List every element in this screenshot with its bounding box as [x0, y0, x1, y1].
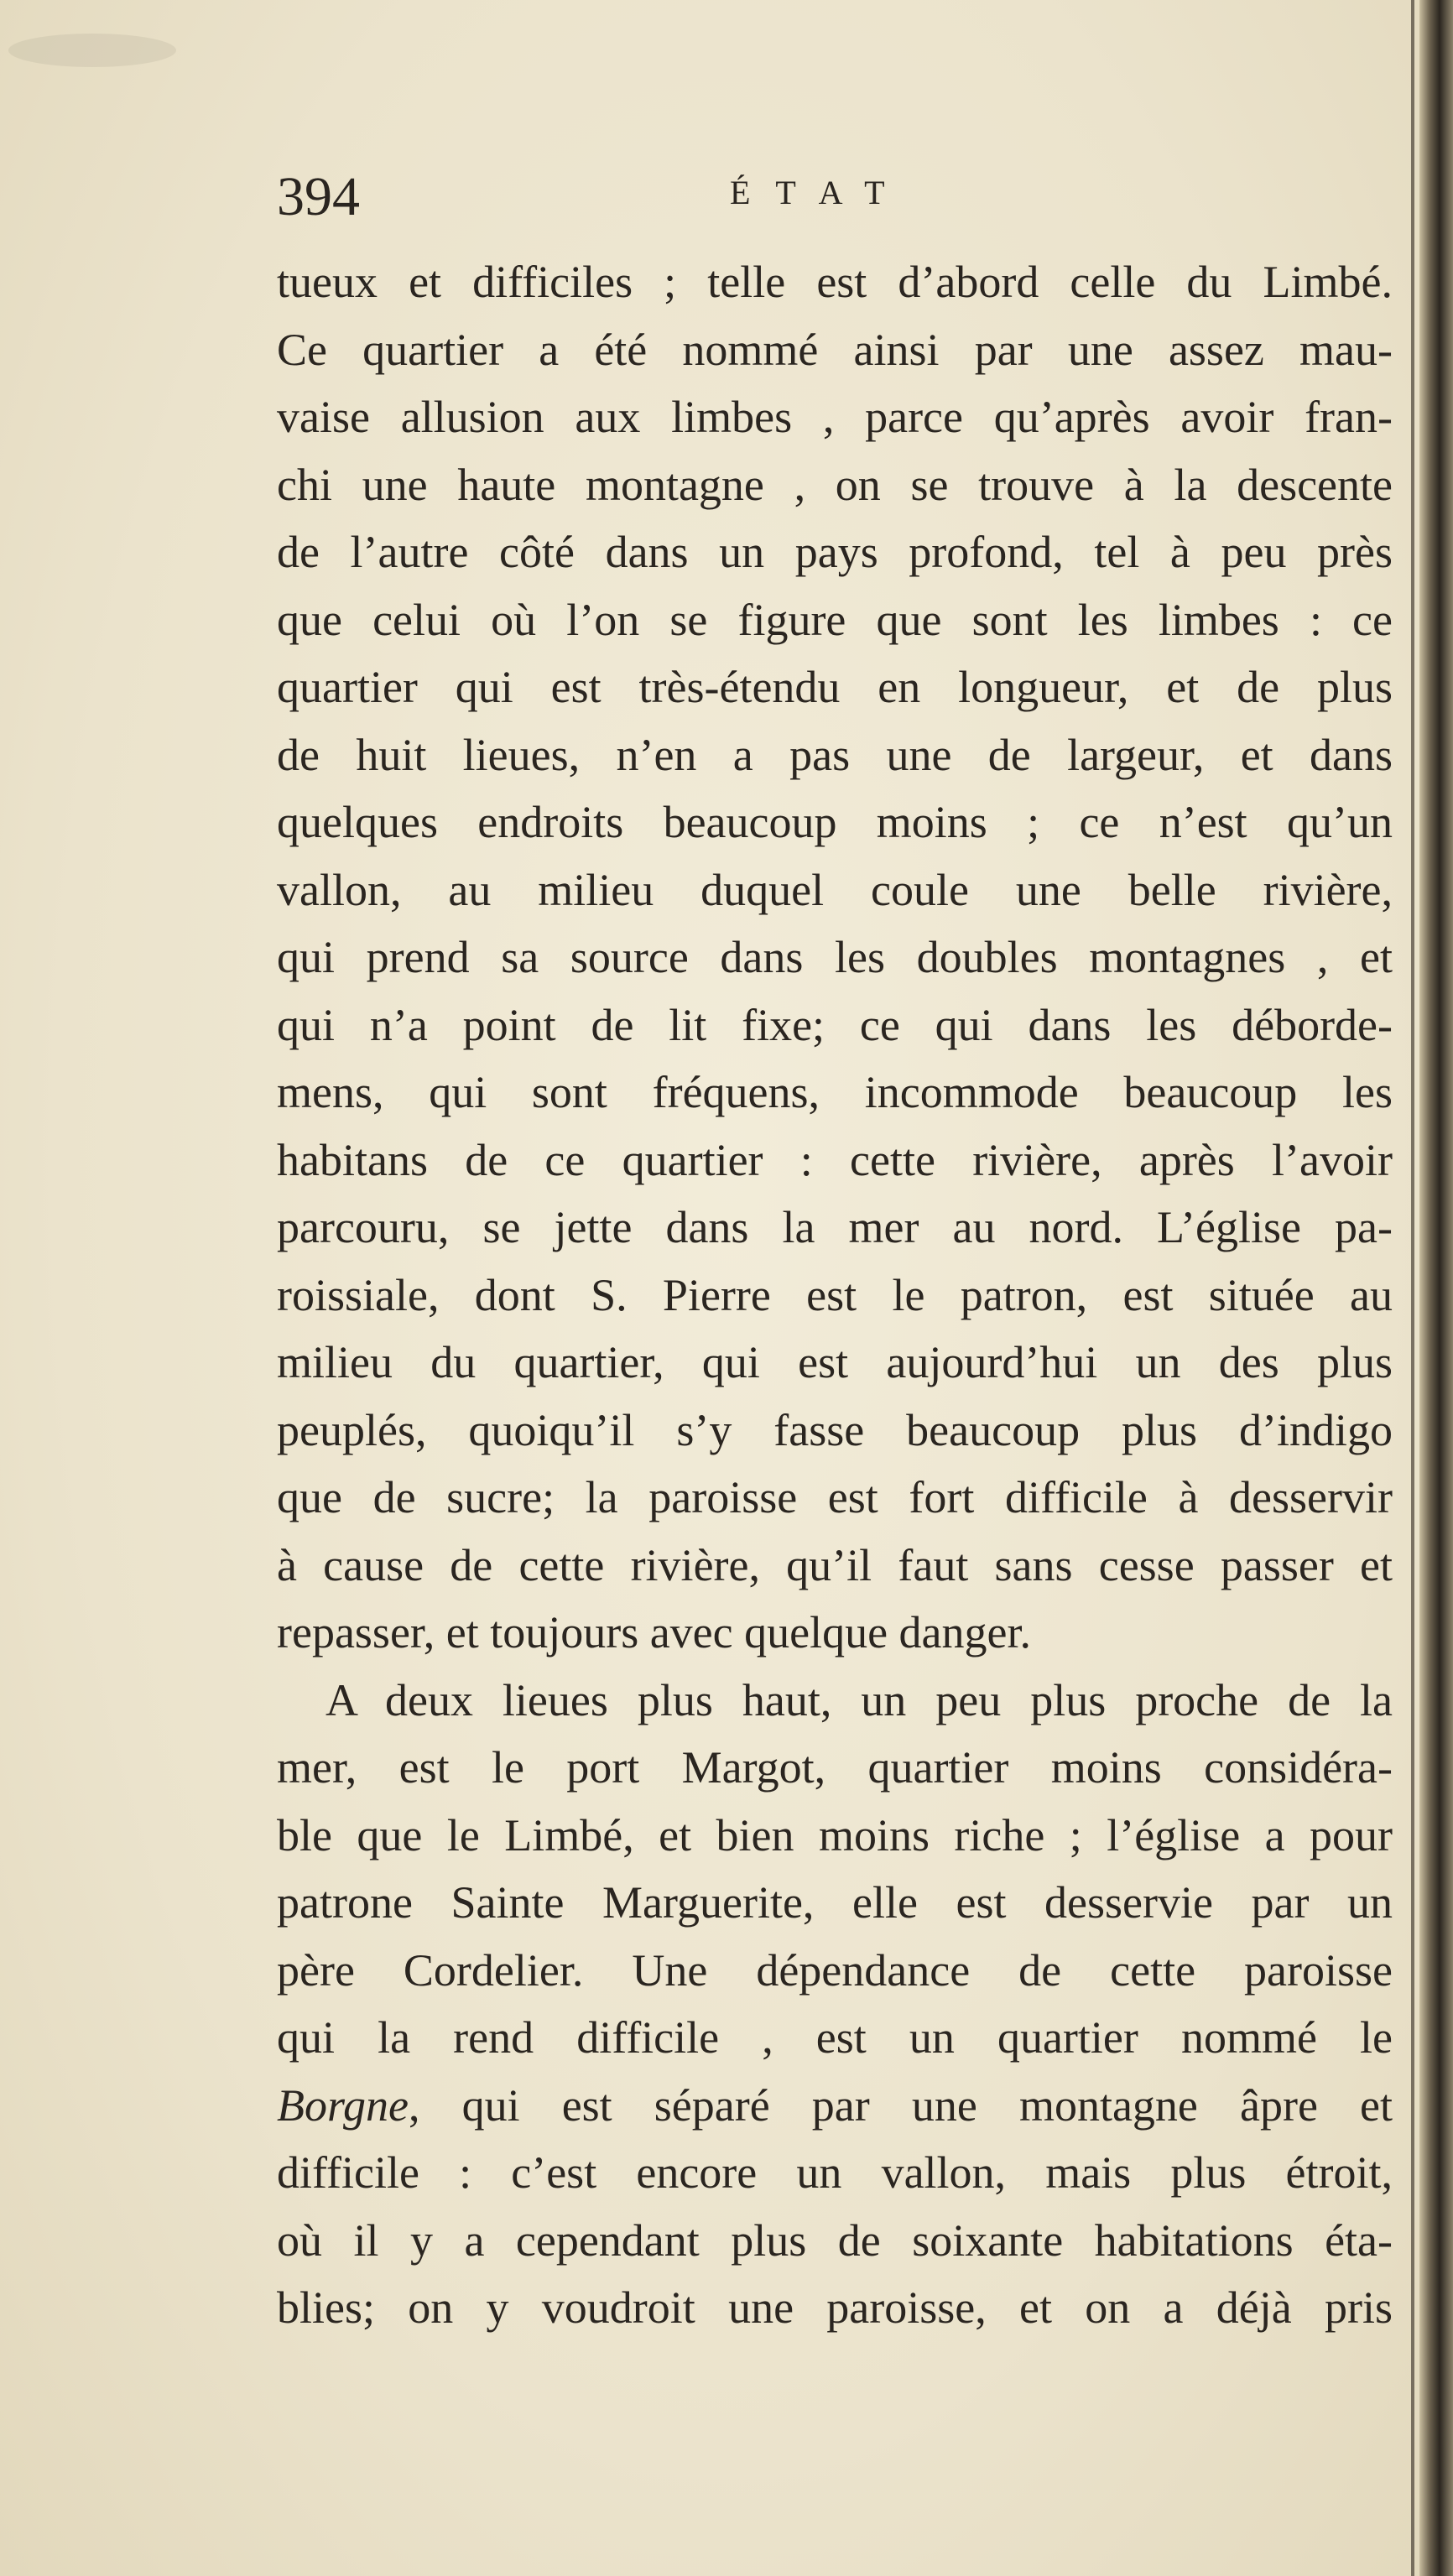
running-head: ÉTAT — [730, 174, 910, 211]
text-line-borgne — [277, 2072, 1393, 2140]
text-line: de l’autre côté dans un pays profond, tel à peu près — [277, 527, 1393, 577]
binding-edge-line — [1411, 0, 1414, 2576]
page-number: 394 — [277, 166, 360, 227]
text-line: roissiale, dont S. Pierre est le patron, est située au — [277, 1269, 1393, 1320]
text-line: que de sucre; la paroisse est fort difficile à desservir — [277, 1472, 1393, 1522]
text-line: quartier qui est très-étendu en longueur, et de plus — [277, 662, 1393, 712]
text-line: qui n’a point de lit fixe; ce qui dans les déborde- — [277, 999, 1393, 1050]
paper-stain — [8, 34, 176, 67]
text-line: peuplés, quoiqu’il s’y fasse beaucoup plus d’indigo — [277, 1404, 1393, 1455]
body-text — [277, 248, 1393, 2342]
text-line: tueux et difficiles ; telle est d’abord celle du Limbé. — [277, 257, 1393, 307]
text-line: chi une haute montagne , on se trouve à la descente — [277, 459, 1393, 510]
text-line: mens, qui sont fréquens, incommode beaucoup les — [277, 1067, 1393, 1117]
text-line: patrone Sainte Marguerite, elle est desservie par un — [277, 1877, 1393, 1928]
text-line: milieu du quartier, qui est aujourd’hui un des plus — [277, 1337, 1393, 1387]
book-binding — [1419, 0, 1453, 2576]
text-line: habitans de ce quartier : cette rivière, après l’avoir — [277, 1134, 1393, 1185]
text-line: difficile : c’est encore un vallon, mais plus étroit, — [277, 2147, 1393, 2198]
italic-place-name: Borgne — [277, 2079, 409, 2131]
text-line: que celui où l’on se figure que sont les limbes : ce — [277, 594, 1393, 645]
text-line: père Cordelier. Une dépendance de cette paroisse — [277, 1944, 1393, 1996]
text-line: quelques endroits beaucoup moins ; ce n’est qu’un — [277, 797, 1393, 847]
text-line: A deux lieues plus haut, un peu plus proche de la — [325, 1674, 1393, 1725]
text-line: parcouru, se jette dans la mer au nord. L’église pa- — [277, 1202, 1393, 1252]
text-line: qui la rend difficile , est un quartier nommé le — [277, 2012, 1393, 2063]
text-line: ble que le Limbé, et bien moins riche ; l’église a pour — [277, 1809, 1393, 1860]
text-line: où il y a cependant plus de soixante habitations éta- — [277, 2214, 1393, 2266]
page-header — [277, 159, 1384, 235]
text-line: de huit lieues, n’en a pas une de largeur, et dans — [277, 729, 1393, 780]
text-line: Ce quartier a été nommé ainsi par une assez mau- — [277, 324, 1393, 375]
text-line: qui prend sa source dans les doubles montagnes , et — [277, 932, 1393, 982]
text-line: mer, est le port Margot, quartier moins considéra- — [277, 1742, 1393, 1793]
text-line: vallon, au milieu duquel coule une belle rivière, — [277, 864, 1393, 915]
text-line: repasser, et toujours avec quelque danger. — [277, 1607, 1031, 1657]
text-line: vaise allusion aux limbes , parce qu’après avoir fran- — [277, 392, 1393, 442]
text-line: blies; on y voudroit une paroisse, et on a déjà pris — [277, 2282, 1393, 2333]
text-line: à cause de cette rivière, qu’il faut sans cesse passer et — [277, 1539, 1393, 1590]
text-line-rest: , qui est séparé par une montagne âpre et — [408, 2079, 1393, 2131]
